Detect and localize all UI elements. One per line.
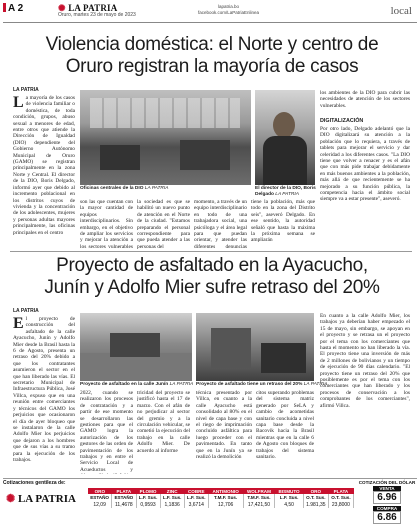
- page-number: A 2: [3, 3, 23, 14]
- metal-unit: L.F. Sus.: [275, 494, 303, 501]
- metal-name: ORO: [303, 488, 328, 494]
- footer-title: Cotizaciones gentileza de:: [3, 480, 66, 486]
- dollar-buy-value: 6.86: [373, 511, 401, 524]
- metal-value: 12,09: [88, 501, 112, 508]
- photo-junin-street-caption: Proyecto de asfaltado en la calle Junín LA PATRIA: [80, 382, 194, 387]
- dollar-buy-box: [373, 506, 401, 524]
- metal-value: 4,50: [275, 501, 303, 508]
- article-2-byline: LA PATRIA: [13, 308, 39, 314]
- photo-dio-offices: [80, 90, 251, 185]
- article-2-col-1: El proyecto de construcción del asfaltado de la calle Ayacucho, Junín y Adolfo Mier desde la Brasil hasta la 6 de Agosto, presenta un retraso del 20% debido a que los contratantes asumieron el sector en el que han liberado las vías. El secretario Municipal de Infraestructura Pública, José Villca, expuso que en una reunión entre comerciantes y técnicos del GAMO los perjuicios que ocasionaron el día de ayer bloqueo que se instalaron de la calle Adolfo Mier los perjuicios que dejaron a los hombres que de sus vías a su tramo para la ejecución de los trabajos.: [13, 316, 75, 463]
- article-1-byline: LA PATRIA: [13, 87, 39, 93]
- page-header: [0, 0, 420, 30]
- header-rule: [3, 22, 417, 23]
- photo-asphalt-delay: [196, 313, 314, 381]
- metal-value: 12,706: [208, 501, 243, 508]
- dollar-exchange: [357, 480, 417, 525]
- metals-table: [88, 488, 354, 508]
- issue-date: Oruro, martes 23 de mayo de 2023: [58, 12, 136, 18]
- metal-unit: T.M.F. Sus.: [208, 494, 243, 501]
- metal-name: ANTIMONIO: [208, 488, 243, 494]
- masthead-logo: ✺ LA PATRIA: [58, 3, 118, 13]
- section-label: local: [390, 5, 412, 17]
- metal-unit: O.T. Sus.: [328, 494, 353, 501]
- footer-rule: [3, 478, 417, 479]
- metal-unit: L.F. Sus.: [136, 494, 160, 501]
- article-1-col-6b: Por otro lado, Delgado adelantó que la DIO digitalizará su atención a la población que lo requiera, a través de tablets para mejorar el servicio y dar celeridad a los diferentes casos. "La DIO tiene que volver a renacer y es el afán que con más pide trabajar debidamente en más buenos ambientes a la población, más allá de que recientemente se ha mejorado a su función pública, la competencia hacia el ámbito social siempre va a estar presente", aseveró.: [320, 126, 410, 203]
- photo-dio-offices-caption: Oficinas centrales de la DIO LA PATRIA: [80, 186, 169, 191]
- photo-boris-delgado: [255, 90, 315, 185]
- metal-name: ZINC: [160, 488, 184, 494]
- metal-value: 1.981,35: [303, 501, 328, 508]
- dollar-sell-value: 6.96: [373, 491, 401, 504]
- metal-unit: L.F. Sus.: [184, 494, 208, 501]
- dollar-exchange-title: COTIZACIÓN DEL DÓLAR: [358, 480, 416, 485]
- footer-logo: ✺ LA PATRIA: [6, 493, 76, 505]
- article-1-col-3: la sociedad es que se habilitó un nuevo punto de atención en el Norte de la ciudad. "Estamos preparando el personal correspondiente para que pueda atender a las personas del: [137, 199, 190, 249]
- article-2-col-3: tricidad del proyecto se justificó hasta el 17 de marzo. Con el afán de no perjudicar al sector del gremio y a la circulación vehicular, se cometió la ejecución del trabajo en la calle Adolfo Mier. De acuerdo al informe: [137, 390, 190, 454]
- metal-unit: T.M.F. Sus.: [243, 494, 275, 501]
- article-2-col-5: citos superando problemas del sistema matriz generado por SeLA y cambio de acometidas sanitario concluida a nivel capa base desde la Bacovik hacia la Brasil mientras que en la calle 6 de Agosto con bloques de trabajos del sistema sanitario.: [256, 390, 314, 461]
- dollar-buy-label: COMPRA: [373, 506, 401, 511]
- metal-name: PLOMO: [136, 488, 160, 494]
- metal-value: 23,8000: [328, 501, 353, 508]
- metal-value: 11,4678: [112, 501, 136, 508]
- metal-value: 17,421,50: [243, 501, 275, 508]
- article-2-col-4: técnica presentado por Villca, en cuanto a la calle Ayacucho está consolidado al 80% en el nivel de capa base y con el riego de imprimación concluido asfáltica para luego proceder con el pavimentado. En tanto que en la Junín ya se realizó la demolición: [196, 390, 252, 461]
- dollar-sell-label: VENTA: [373, 486, 401, 491]
- article-2-col-2: 2022, cuando se realizaron los procesos de contratación y a partir de ese momento se desarrollaron las gestiones para que el GAMO logra la autorización de los gestores de las orden de pavimentación de los trabajos y en entre el Servicio Local de Acueductos y: [80, 390, 133, 473]
- article-2-col-6: En cuanto a la calle Adolfo Mier, los trabajos ya deberían haber empezado el 15 de mayo, sin embargo, se apoyan en el proyecto y se retrasa un el proyecto por el tema con los comerciantes que hasta el momento no han liberado la vía. El proyecto tiene una inversión de más de 2 millones de bolivianos y un tiempo de ejecución de 90 días calendario. "El proyecto tiene un retraso del 20% que posiblemente es por el tema con los comerciantes que han liberado y los procesos de conservación a los comprobantes de los comerciantes", afirmó Villca.: [320, 313, 410, 409]
- metal-name: ORO: [88, 488, 112, 494]
- article-1-col-1: La mayoría de los casos de violencia familiar o doméstica, de toda condición, grupos, abuso sexual a menores de edad, entre otros que atiende la Dirección de Igualdad (DIO) dependiente del Gobierno Autónomo Municipal de Oruro (GAMO) se registran principalmente en la zona Norte y Central. El director de la DIO, Boris Delgado, informó ayer que debido al incremento poblacional en los distritos cuyos de vivienda y la concentración de los adolescentes, mujeres y personas adultas mayores principalmente, las oficinas principales en el centro: [13, 95, 75, 236]
- article-2-headline: Proyecto de asfaltado en la Ayacucho, Junín y Adolfo Mier sufre retraso del 20%: [44, 255, 380, 298]
- header-contact: lapatria.bo facebook.com/LaPatriaEnlinea: [198, 4, 260, 15]
- metal-value: 0,9593: [136, 501, 160, 508]
- subhead-digitalizacion: DIGITALIZACIÓN: [320, 118, 364, 124]
- photo-junin-street: [80, 313, 192, 381]
- metal-unit: L.F. Sus.: [160, 494, 184, 501]
- metal-name: WOLFRAM: [243, 488, 275, 494]
- photo-asphalt-delay-caption: Proyecto de asfaltado tiene un retraso del 20% LA PATRIA: [196, 382, 328, 387]
- metal-name: PLATA: [328, 488, 353, 494]
- article-divider: [10, 251, 412, 252]
- metal-unit: O.T. Sus.: [303, 494, 328, 501]
- metal-value: 1,1836: [160, 501, 184, 508]
- metal-name: BISMUTO: [275, 488, 303, 494]
- article-1-col-4: momento, a través de un equipo interdisciplinario en todo de una trabajadora social, una psicóloga y el área legal para que puedan orientar, y atender las diferentes denuncias: [194, 199, 247, 249]
- article-1-col-2: son las que cuentan con la mayor cantidad de equipos interdisciplinarios. Sin embargo, en el objetivo de ampliar los servicios y mejorar la atención a los sectores vulnerables: [80, 199, 133, 249]
- metal-name: COBRE: [184, 488, 208, 494]
- metal-value: 3,6714: [184, 501, 208, 508]
- metal-unit: ESTAÑO: [88, 494, 112, 501]
- quotes-footer: [0, 478, 420, 527]
- metal-name: PLATA: [112, 488, 136, 494]
- article-1-headline: Violencia doméstica: el Norte y centro de Oruro registran la mayoría de casos: [45, 34, 379, 77]
- article-1-col-6a: los ambientes de la DIO para cubrir las necesidades de atención de los sectores vulnerables.: [320, 90, 410, 109]
- article-1-col-5: tiene la población, más que todo en la zona del Distrito seis", aseveró Delgado. En ese sentido, la autoridad señaló que hasta la máxima la próxima semana se ampliarán: [251, 199, 315, 244]
- dollar-sell-box: [373, 486, 401, 504]
- metal-unit: ESTAÑO: [112, 494, 136, 501]
- photo-boris-delgado-caption: El director de la DIO, Boris Delgado LA PATRIA: [255, 186, 316, 197]
